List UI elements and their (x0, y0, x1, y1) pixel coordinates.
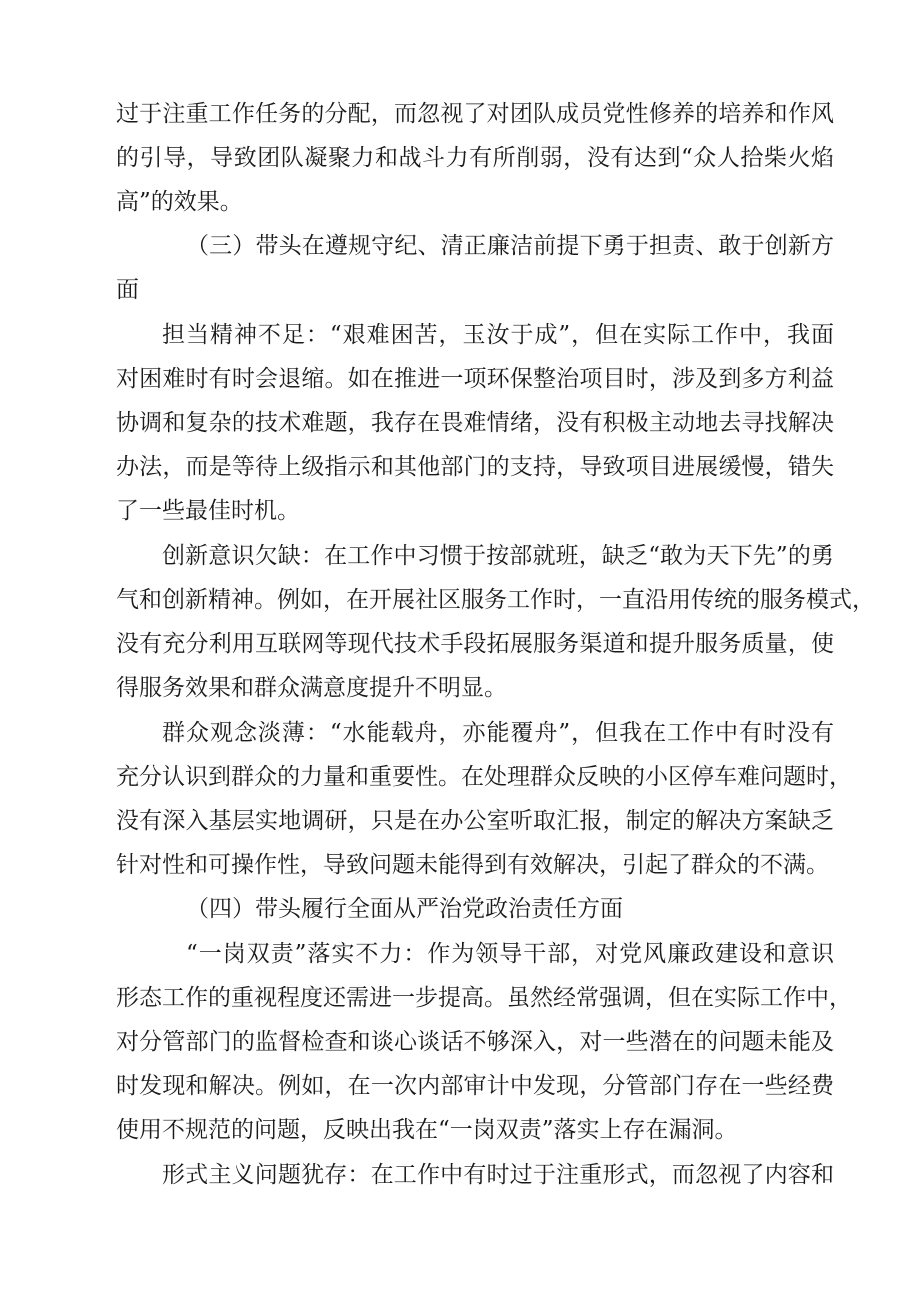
text-line: 没有深入基层实地调研，只是在办公室听取汇报，制定的解决方案缺乏 (116, 808, 834, 834)
section-heading: （三）带头在遵规守纪、清正廉洁前提下勇于担责、敢于创新方 (186, 233, 834, 259)
text-line: 时发现和解决。例如，在一次内部审计中发现，分管部门存在一些经费 (116, 1073, 834, 1099)
text-line: 的引导，导致团队凝聚力和战斗力有所削弱，没有达到“众人拾柴火焰 (116, 145, 834, 171)
text-line: 对困难时有时会退缩。如在推进一项环保整治项目时，涉及到多方利益 (116, 366, 834, 392)
text-line: “一岗双责”落实不力：作为领导干部，对党风廉政建设和意识 (186, 941, 834, 967)
text-line: 群众观念淡薄：“水能载舟，亦能覆舟”，但我在工作中有时没有 (162, 720, 834, 746)
text-line: 办法，而是等待上级指示和其他部门的支持，导致项目进展缓慢，错失 (116, 454, 834, 480)
text-line: 形态工作的重视程度还需进一步提高。虽然经常强调，但在实际工作中， (116, 985, 852, 1011)
text-line: 协调和复杂的技术难题，我存在畏难情绪，没有积极主动地去寻找解决 (116, 410, 834, 436)
text-line: 针对性和可操作性，导致问题未能得到有效解决，引起了群众的不满。 (116, 852, 829, 878)
section-heading: 面 (116, 277, 139, 303)
text-line: 对分管部门的监督检查和谈心谈话不够深入，对一些潜在的问题未能及 (116, 1029, 834, 1055)
text-line: 气和创新精神。例如，在开展社区服务工作时，一直沿用传统的服务模式， (116, 587, 875, 613)
text-line: 充分认识到群众的力量和重要性。在处理群众反映的小区停车难问题时， (116, 764, 852, 790)
text-line: 使用不规范的问题，反映出我在“一岗双责”落实上存在漏洞。 (116, 1117, 738, 1143)
text-line: 形式主义问题犹存：在工作中有时过于注重形式，而忽视了内容和 (162, 1162, 834, 1188)
text-line: 过于注重工作任务的分配，而忽视了对团队成员党性修养的培养和作风 (116, 101, 834, 127)
text-line: 没有充分利用互联网等现代技术手段拓展服务渠道和提升服务质量，使 (116, 631, 834, 657)
section-heading: （四）带头履行全面从严治党政治责任方面 (186, 896, 623, 922)
text-line: 了一些最佳时机。 (116, 498, 300, 524)
text-line: 得服务效果和群众满意度提升不明显。 (116, 675, 507, 701)
text-line: 高”的效果。 (116, 189, 243, 215)
text-line: 担当精神不足：“艰难困苦，玉汝于成”，但在实际工作中，我面 (162, 322, 834, 348)
text-line: 创新意识欠缺：在工作中习惯于按部就班，缺乏“敢为天下先”的勇 (162, 543, 834, 569)
